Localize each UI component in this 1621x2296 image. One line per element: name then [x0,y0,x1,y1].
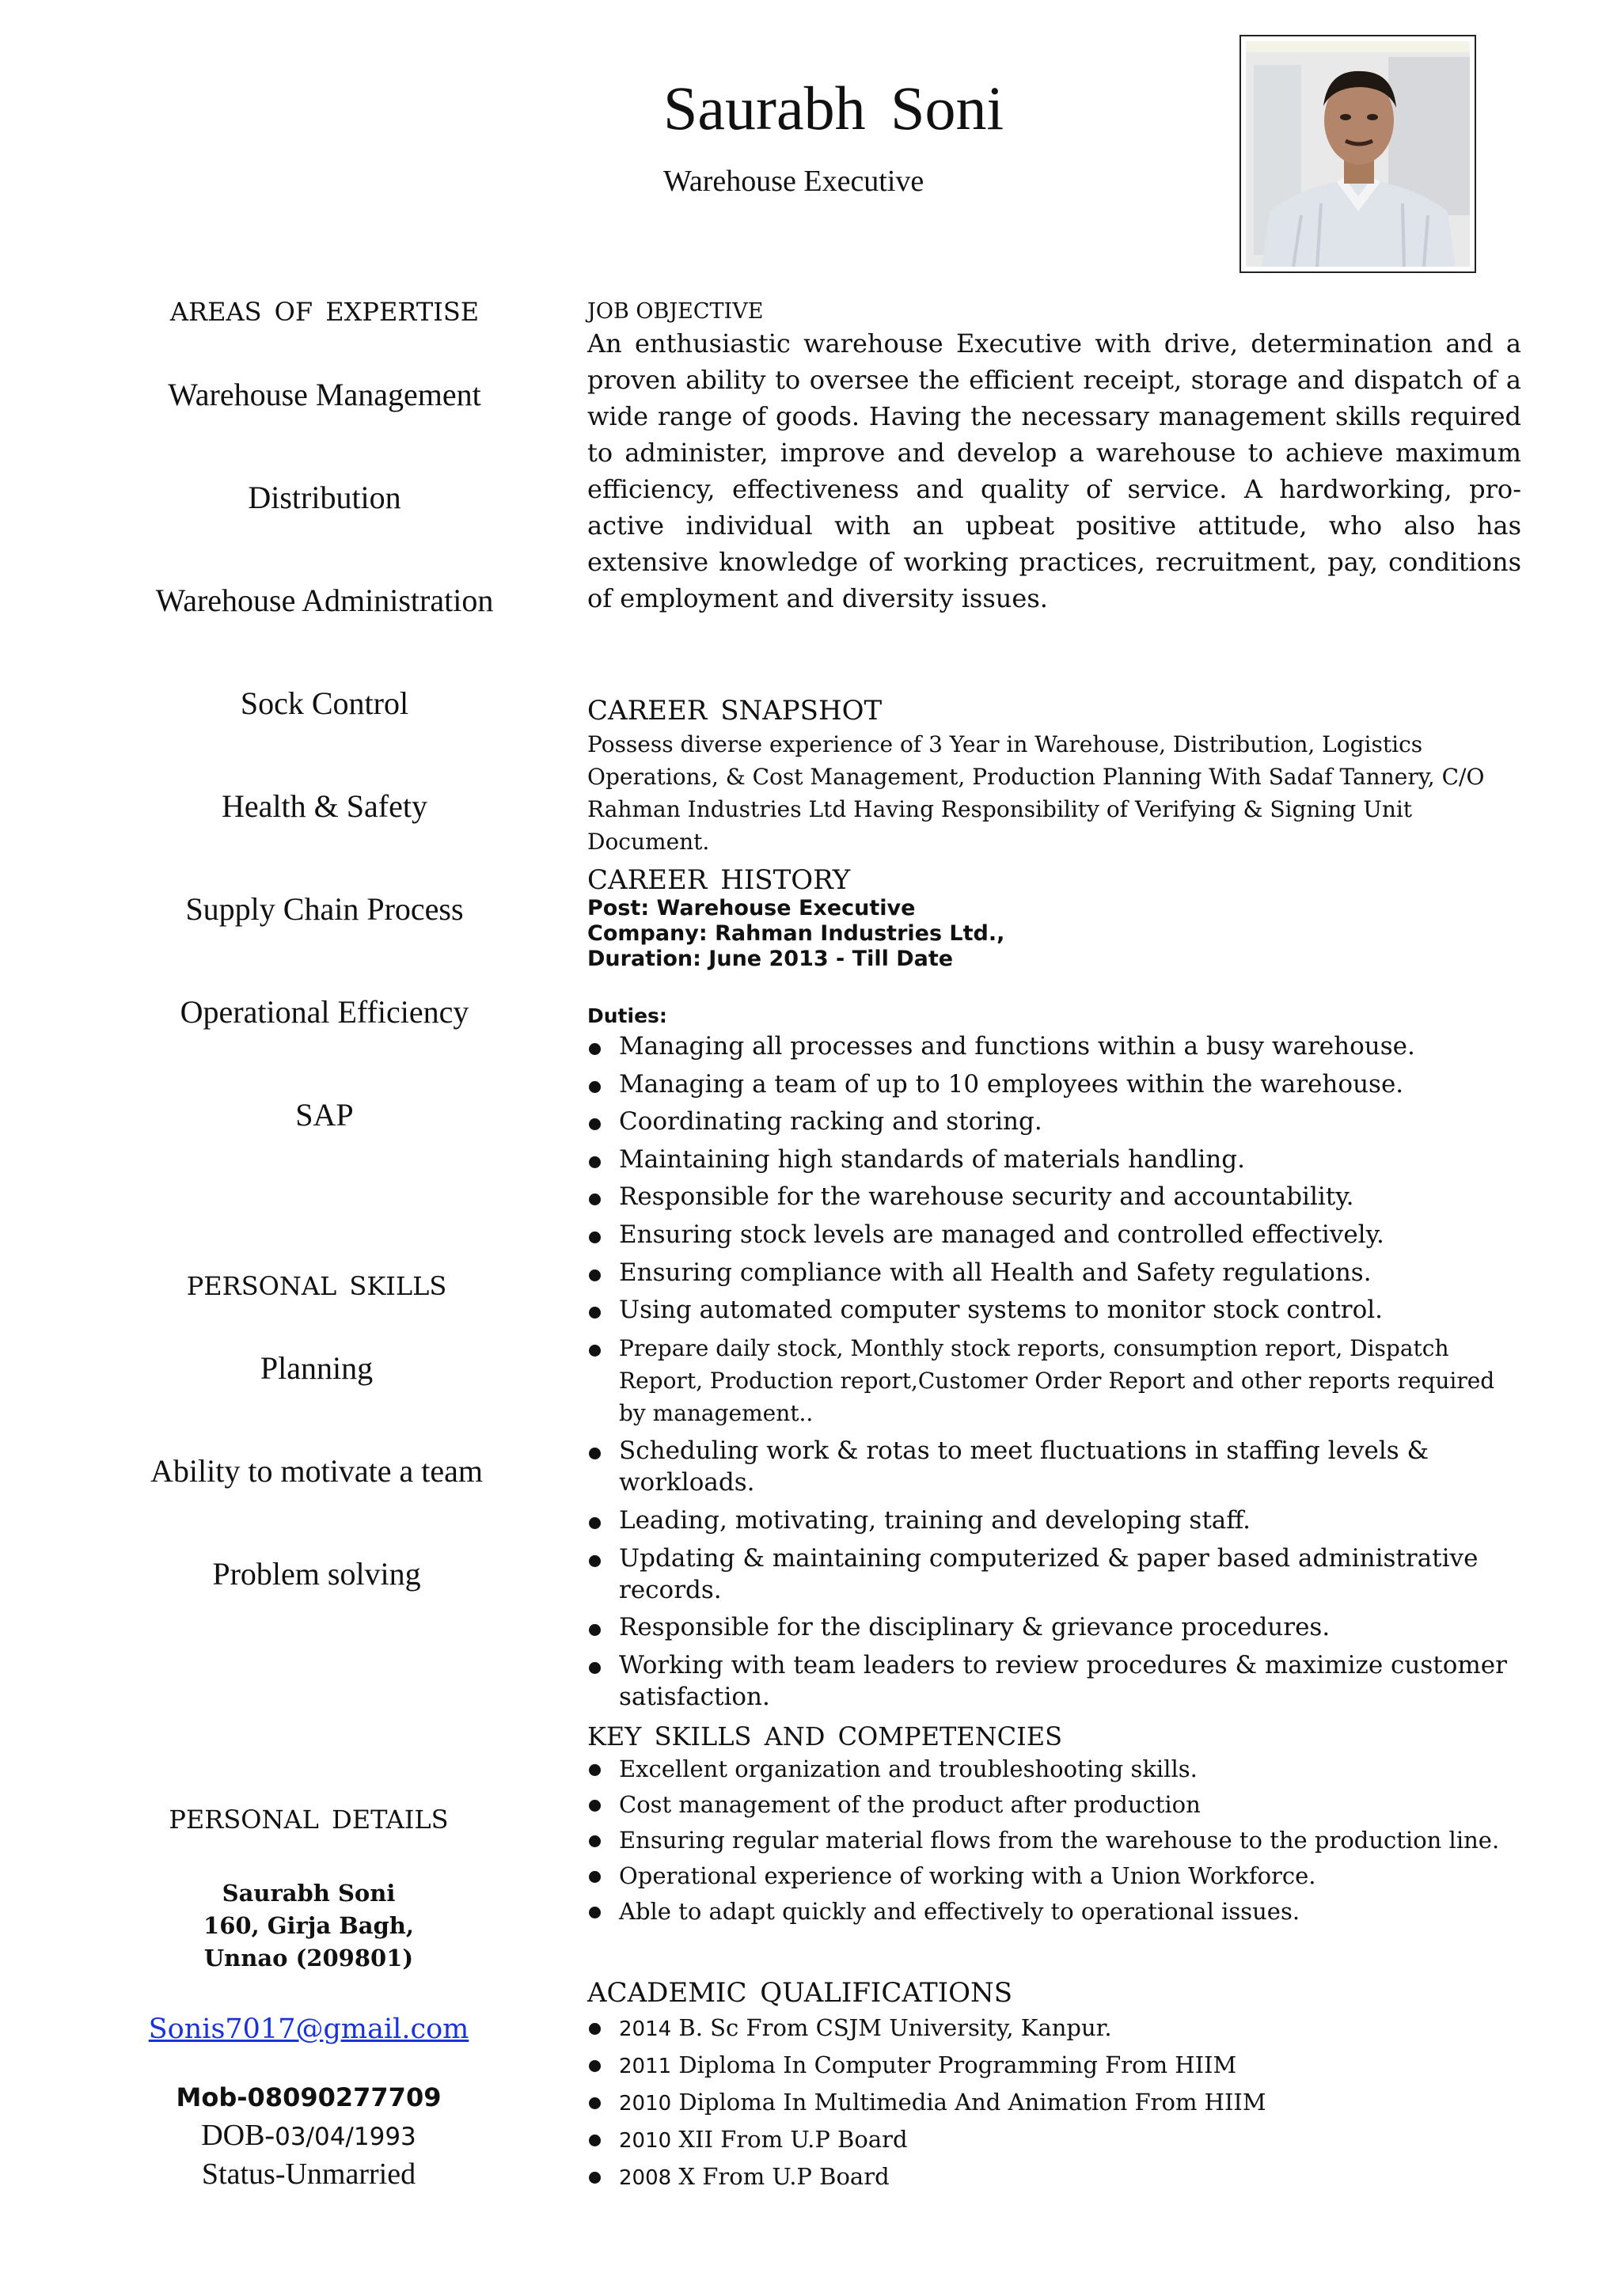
duty-text: Coordinating racking and storing. [619,1107,1042,1137]
duty-item [587,1106,1521,1137]
key-skill-item [587,1787,1521,1823]
duty-text: Managing all processes and functions within a busy warehouse. [619,1032,1415,1061]
academic-year: 2010 [619,2092,672,2116]
career-history-section [587,864,1521,1718]
career-snapshot-heading: CAREER SNAPSHOT [587,695,883,727]
details-name: Saurabh Soni [222,1880,396,1907]
duty-text: Using automated computer systems to monitor stock control. [619,1296,1383,1325]
key-skill-item [587,1894,1521,1930]
academic-text: XII From U.P Board [678,2126,908,2153]
dob-value: 03/04/1993 [275,2123,416,2151]
academic-item [587,2122,1521,2159]
bullet-icon [589,1269,601,1281]
expertise-item: Supply Chain Process [185,891,464,927]
duties-list [587,1030,1521,1713]
bullet-icon [589,1624,601,1636]
skill-item: Ability to motivate a team [150,1453,483,1489]
key-skills-heading: KEY SKILLS AND COMPETENCIES [587,1721,1063,1751]
skill-item: Problem solving [212,1556,421,1592]
bullet-icon [589,2023,601,2035]
duty-item [587,1068,1521,1100]
email-link-wrap [103,2009,514,2046]
academic-year: 2008 [619,2166,672,2190]
academic-heading: ACADEMIC QUALIFICATIONS [587,1977,1013,2009]
expertise-item: Warehouse Management [168,377,481,412]
academic-list [587,2010,1521,2196]
duty-item [587,1181,1521,1213]
duty-item [587,1435,1521,1498]
expertise-item: Warehouse Administration [155,583,494,618]
career-history-heading: CAREER HISTORY [587,864,851,896]
academic-text: B. Sc From CSJM University, Kanpur. [678,2014,1112,2041]
expertise-item: SAP [295,1097,354,1133]
career-snapshot-section [587,695,1521,858]
duty-text: Responsible for the disciplinary & grievance procedures. [619,1613,1331,1642]
career-duration: Duration: June 2013 - Till Date [587,947,954,971]
academic-item [587,2047,1521,2085]
duty-text: Prepare daily stock, Monthly stock reports, consumption report, Dispatch Report, Production report,Customer Order Report and other reports required by management.. [619,1334,1495,1426]
academic-text: X From U.P Board [678,2163,890,2190]
duty-item [587,1543,1521,1606]
bullet-icon [589,1043,601,1055]
duty-item [587,1505,1521,1536]
academic-item [587,2010,1521,2047]
email-link[interactable]: Sonis7017@gmail.com [148,2013,469,2045]
duty-item [587,1144,1521,1175]
duty-text: Ensuring stock levels are managed and controlled effectively. [619,1220,1384,1249]
duty-item [587,1030,1521,1062]
bullet-icon [589,1345,601,1357]
candidate-job-title: Warehouse Executive [663,165,924,198]
academic-text: Diploma In Computer Programming From HIIM [678,2051,1237,2078]
details-dob [103,2118,514,2153]
academic-year: 2014 [619,2017,672,2041]
bullet-icon [589,1118,601,1130]
personal-details-heading: PERSONAL DETAILS [169,1805,449,1835]
areas-of-expertise-section [119,297,530,327]
profile-photo-image [1246,41,1470,267]
key-skill-text: Cost management of the product after production [619,1791,1201,1818]
duty-text: Managing a team of up to 10 employees within the warehouse. [619,1069,1404,1099]
dob-label: DOB- [201,2119,275,2152]
duties-label: Duties: [587,1004,667,1027]
career-post: Post: Warehouse Executive [587,896,916,920]
key-skills-list [587,1751,1521,1930]
duty-text: Leading, motivating, training and developing staff. [619,1505,1251,1535]
duty-item [587,1611,1521,1643]
duty-text: Maintaining high standards of materials handling. [619,1144,1245,1174]
bullet-icon [589,1907,601,1918]
key-skills-section [587,1721,1521,1930]
academic-item [587,2085,1521,2122]
career-company: Company: Rahman Industries Ltd., [587,921,1005,946]
candidate-name: Saurabh Soni [663,74,1004,142]
duty-item [587,1332,1521,1429]
academic-year: 2010 [619,2129,672,2153]
profile-photo [1239,35,1476,273]
duty-text: Responsible for the warehouse security and accountability. [619,1182,1354,1212]
duty-text: Scheduling work & rotas to meet fluctuations in staffing levels & workloads. [619,1436,1429,1497]
bullet-icon [589,1307,601,1319]
key-skill-text: Operational experience of working with a Union Workforce. [619,1862,1316,1889]
bullet-icon [589,1835,601,1847]
bullet-icon [589,1662,601,1674]
duty-text: Ensuring compliance with all Health and Safety regulations. [619,1258,1372,1287]
career-snapshot-text: Possess diverse experience of 3 Year in Warehouse, Distribution, Logistics Operations, & Cost Management, Production Planning With Sadaf Tannery, C/O Rahman Industries Ltd Having Responsibility of Verifying & Signing Unit Document. [587,731,1485,855]
key-skill-text: Ensuring regular material flows from the warehouse to the production line. [619,1827,1500,1854]
duty-item [587,1294,1521,1326]
duty-item [587,1219,1521,1250]
bullet-icon [589,2172,601,2184]
details-address-line1: 160, Girja Bagh, [203,1912,414,1939]
academic-section [587,1977,1521,2196]
details-address-line2: Unnao (209801) [203,1945,414,1972]
expertise-item: Operational Efficiency [180,994,469,1030]
bullet-icon [589,1231,601,1243]
skill-item: Planning [260,1350,374,1386]
bullet-icon [589,1871,601,1883]
duty-text: Updating & maintaining computerized & paper based administrative records. [619,1543,1479,1604]
key-skill-item [587,1751,1521,1787]
duty-item [587,1257,1521,1288]
job-objective-heading: JOB OBJECTIVE [587,299,764,324]
bullet-icon [589,2135,601,2146]
areas-of-expertise-heading: AREAS OF EXPERTISE [169,297,480,327]
job-objective-section [587,299,1521,617]
personal-skills-heading: PERSONAL SKILLS [186,1271,447,1301]
duty-item [587,1649,1521,1713]
bullet-icon [589,2060,601,2072]
bullet-icon [589,1081,601,1093]
academic-item [587,2159,1521,2196]
job-objective-text: An enthusiastic warehouse Executive with drive, determination and a proven ability to oversee the efficient receipt, storage and dispatch of a wide range of goods. Having the necessary management skills required to administer, improve and develop a warehouse to achieve maximum efficiency, effectiveness and quality of service. A hardworking, pro-active individual with an upbeat positive attitude, who also has extensive knowledge of working practices, recruitment, pay, conditions of employment and diversity issues. [587,328,1521,613]
key-skill-item [587,1858,1521,1894]
bullet-icon [589,1517,601,1529]
key-skill-item [587,1823,1521,1858]
bullet-icon [589,1764,601,1776]
expertise-item: Distribution [248,480,401,515]
bullet-icon [589,2097,601,2109]
key-skill-text: Excellent organization and troubleshooting skills. [619,1755,1198,1782]
bullet-icon [589,1156,601,1168]
details-status: Status-Unmarried [201,2157,416,2191]
expertise-item: Health & Safety [222,788,427,824]
academic-text: Diploma In Multimedia And Animation From HIIM [678,2089,1266,2116]
bullet-icon [589,1194,601,1205]
key-skill-text: Able to adapt quickly and effectively to operational issues. [619,1898,1300,1925]
duty-text: Working with team leaders to review procedures & maximize customer satisfaction. [619,1650,1507,1711]
academic-year: 2011 [619,2055,672,2078]
expertise-item: Sock Control [240,685,409,721]
bullet-icon [589,1555,601,1567]
details-mobile: Mob-08090277709 [176,2082,442,2112]
bullet-icon [589,1448,601,1459]
bullet-icon [589,1800,601,1812]
